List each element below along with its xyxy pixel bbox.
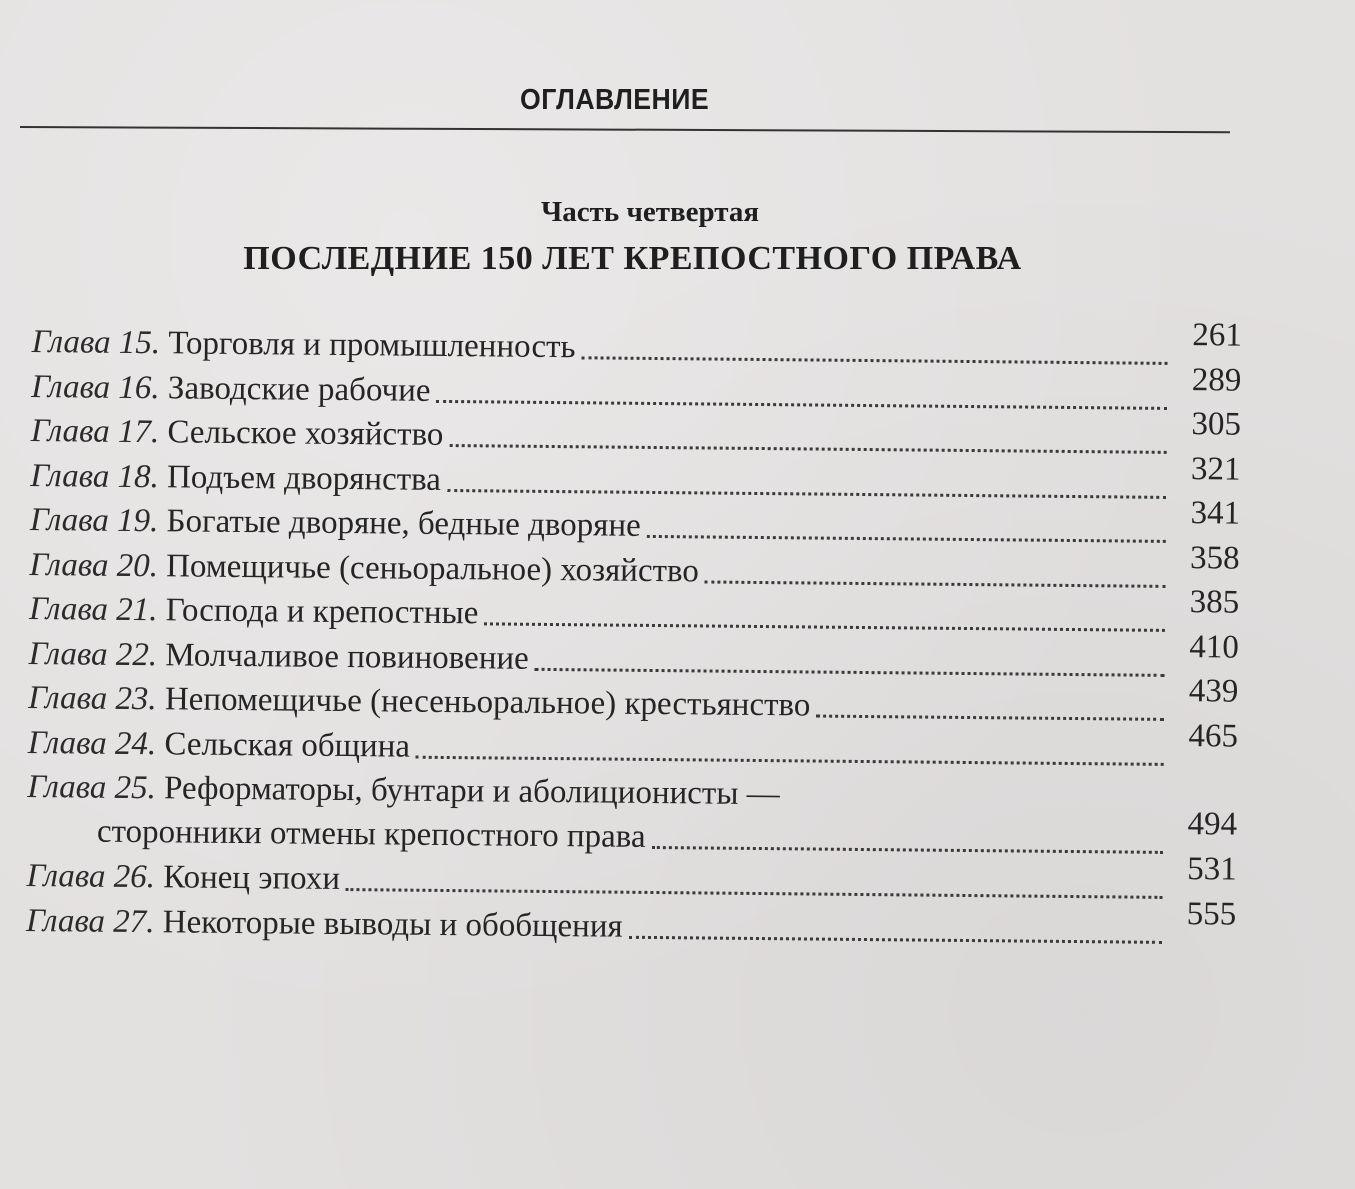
chapter-label: Глава 17.: [30, 412, 160, 451]
chapter-title: Непомещичье (несеньоральное) крестьянство: [164, 681, 811, 724]
running-head: ОГЛАВЛЕНИЕ: [520, 84, 710, 116]
chapter-label: Глава 15.: [31, 323, 161, 362]
table-of-contents: [26, 308, 1242, 943]
page-number: 385: [1189, 584, 1240, 621]
chapter-title: Конец эпохи: [163, 859, 341, 897]
chapter-title: Подъем дворянства: [166, 458, 442, 498]
chapter-title-continued: сторонники отмены крепостного права: [96, 813, 646, 855]
page-number: 305: [1191, 406, 1242, 443]
page-number: 555: [1186, 895, 1237, 933]
chapter-title: Богатые дворяне, бедные дворяне: [166, 503, 641, 544]
chapter-label: Глава 20.: [29, 546, 159, 584]
chapter-label: Глава 27.: [25, 902, 155, 940]
page-number: 531: [1186, 851, 1237, 888]
page-number: 494: [1187, 806, 1238, 843]
chapter-label: Глава 19.: [29, 501, 159, 540]
chapter-title: Молчаливое повиновение: [165, 636, 529, 677]
chapter-label: Глава 23.: [28, 679, 157, 718]
chapter-label: Глава 21.: [28, 590, 158, 629]
toc-entry-25[interactable]: [27, 753, 1238, 854]
chapter-label: Глава 18.: [30, 457, 159, 495]
chapter-label: Глава 22.: [28, 635, 158, 673]
page-number: 358: [1189, 539, 1240, 577]
chapter-label: Глава 25.: [27, 768, 156, 807]
chapter-title: Господа и крепостные: [165, 592, 479, 632]
page-number: 410: [1189, 628, 1239, 666]
page-number: 439: [1188, 673, 1239, 710]
chapter-title: Заводские рабочие: [167, 369, 431, 409]
chapter-label: Глава 26.: [26, 857, 156, 896]
chapter-title: Реформаторы, бунтари и аболиционисты —: [163, 770, 780, 813]
chapter-title: Сельская община: [164, 725, 411, 765]
page-number: 465: [1188, 717, 1239, 755]
chapter-title: Некоторые выводы и обобщения: [162, 903, 623, 945]
page-number: 289: [1191, 361, 1242, 399]
part-title: ПОСЛЕДНИЕ 150 ЛЕТ КРЕПОСТНОГО ПРАВА: [243, 240, 1022, 277]
page-number: 321: [1190, 450, 1241, 488]
dot-leader: [629, 935, 1162, 943]
chapter-title: Торговля и промышленность: [168, 325, 576, 366]
chapter-title: Сельское хозяйство: [167, 414, 444, 453]
header-rule: [20, 126, 1230, 133]
chapter-label: Глава 24.: [27, 724, 157, 762]
chapter-label: Глава 16.: [31, 368, 160, 406]
page-number: 261: [1192, 317, 1242, 354]
part-label: Часть четвертая: [540, 196, 760, 228]
page-number: 341: [1190, 495, 1241, 532]
chapter-title: Помещичье (сеньоральное) хозяйство: [166, 547, 700, 589]
